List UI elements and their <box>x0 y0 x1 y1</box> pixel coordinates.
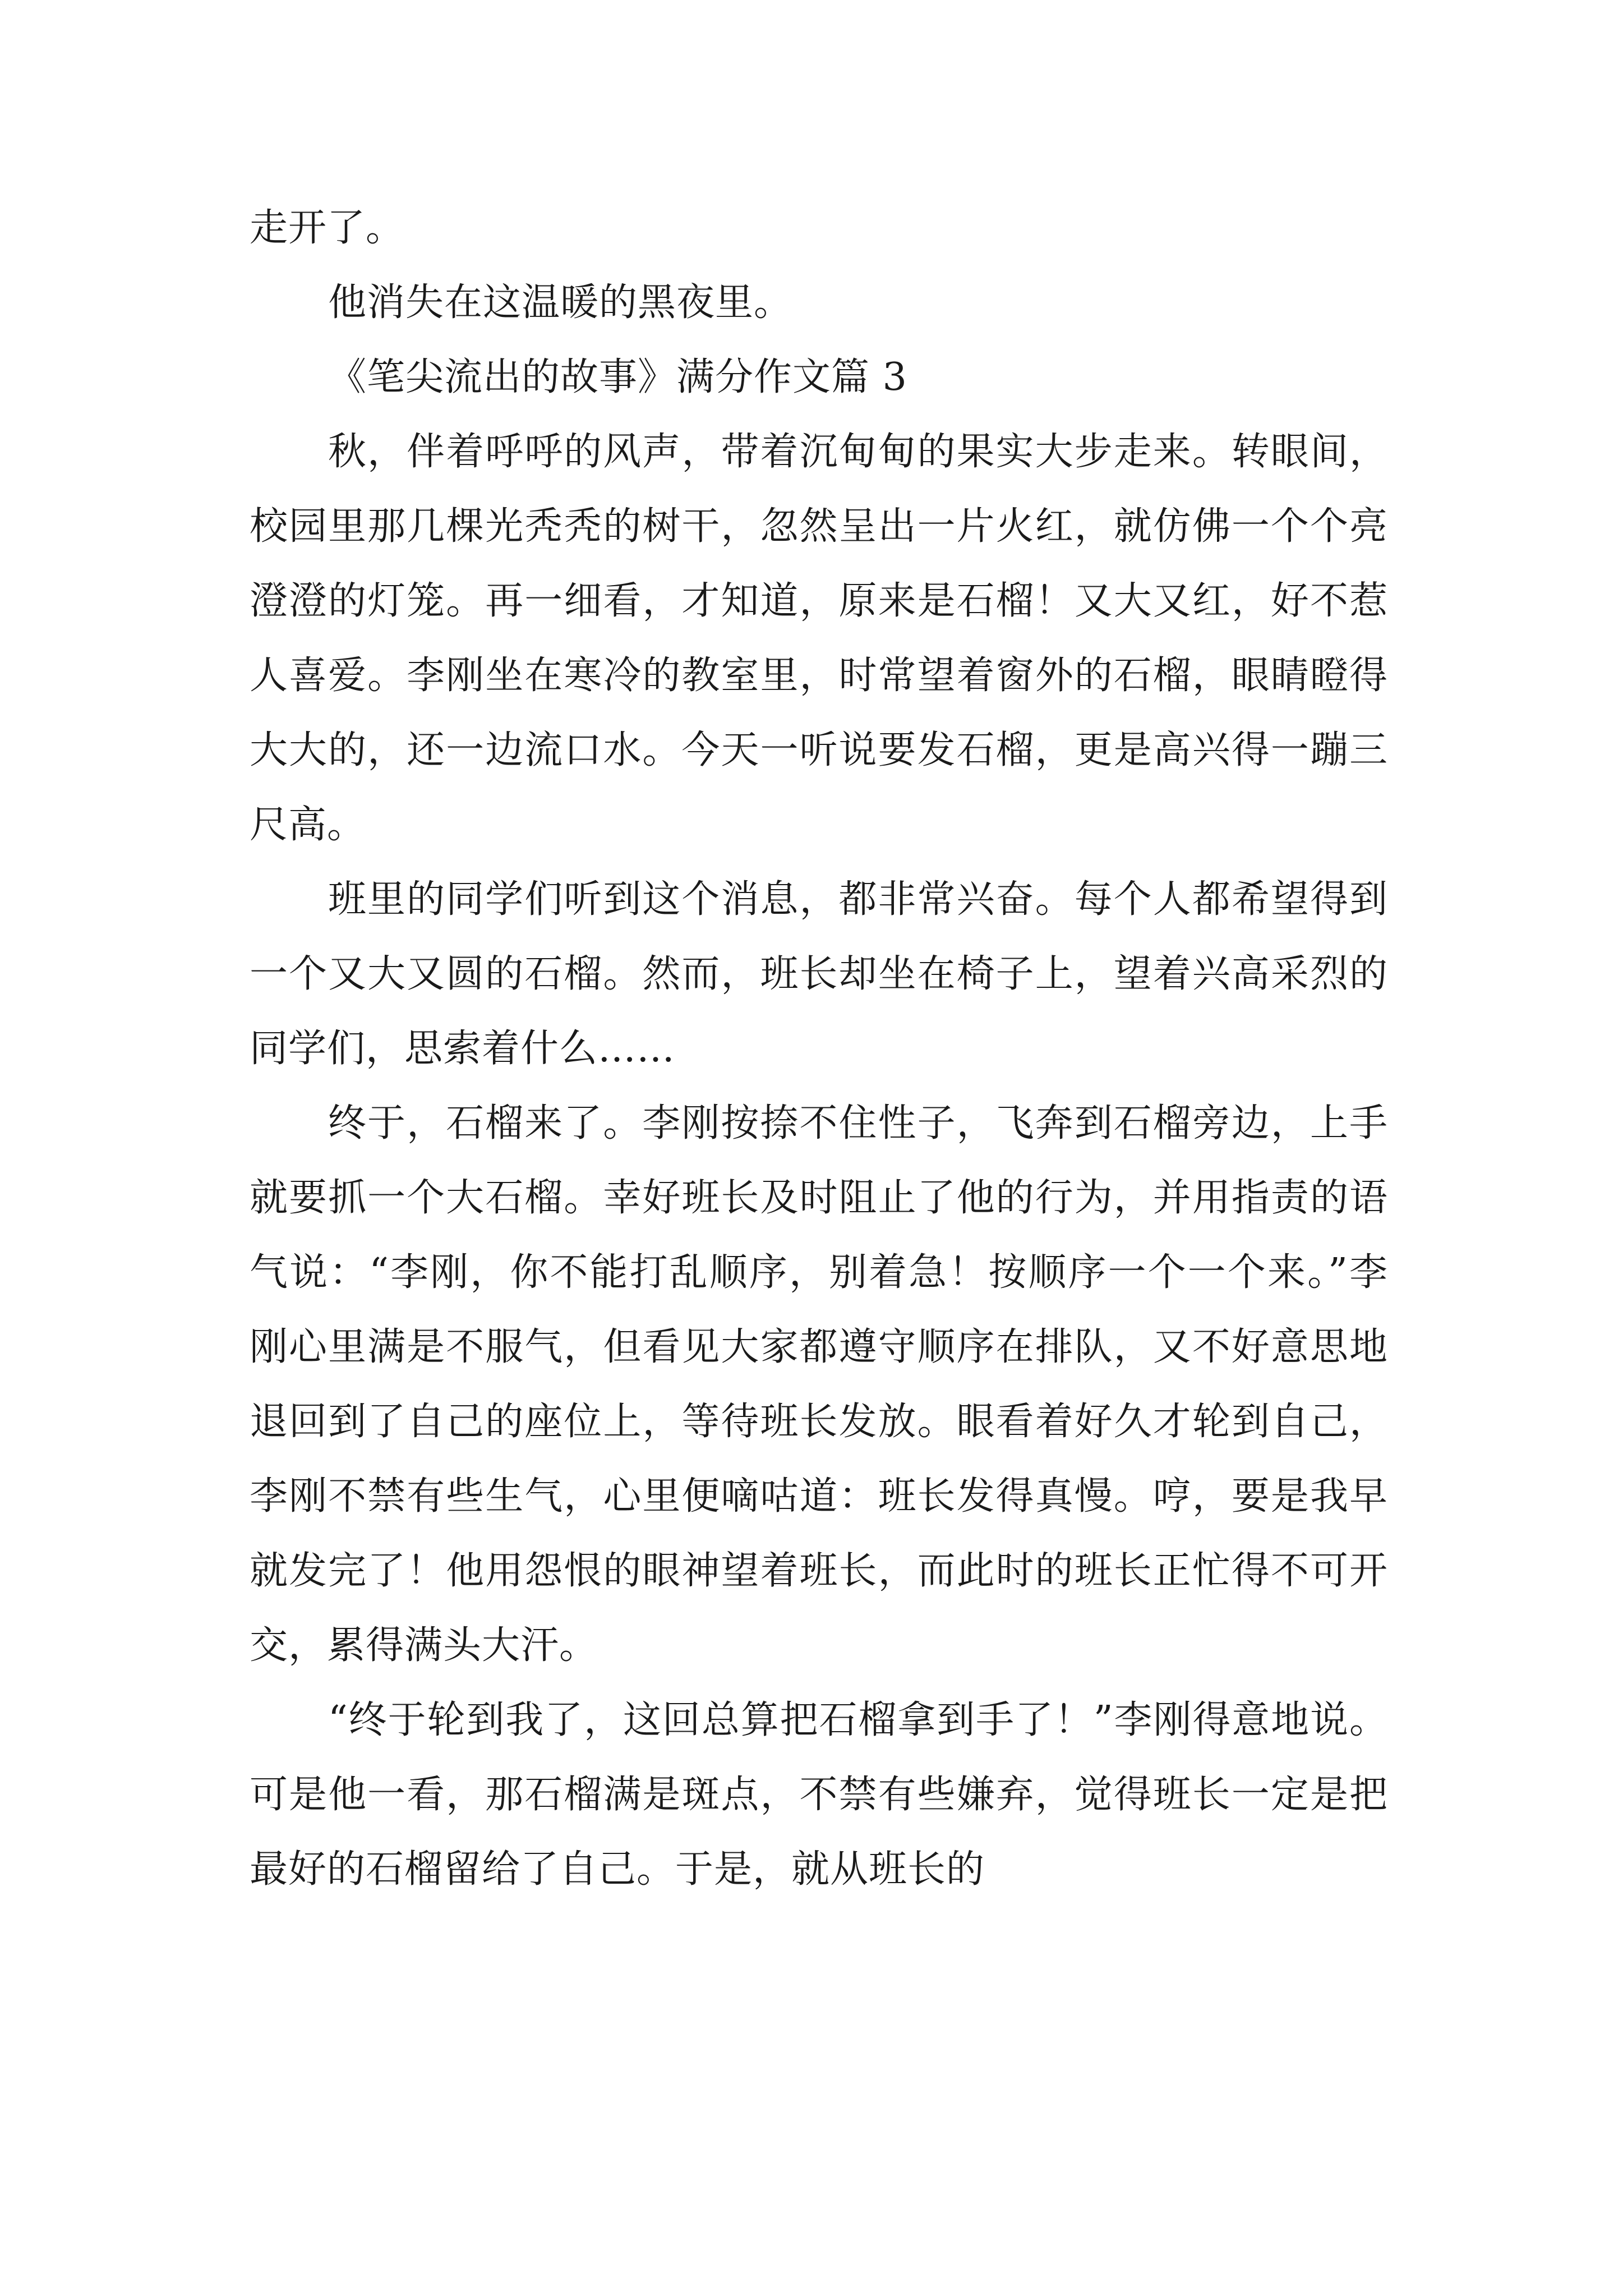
paragraph-pomegranate-arrives: 终于，石榴来了。李刚按捺不住性子，飞奔到石榴旁边，上手就要抓一个大石榴。幸好班长及时阻止了他的行为，并用指责的语气说：“李刚，你不能打乱顺序，别着急！按顺序一个一个来。”李刚心里满是不服气，但看见大家都遵守顺序在排队，又不好意思地退回到了自己的座位上，等待班长发放。眼看着好久才轮到自己，李刚不禁有些生气，心里便嘀咕道：班长发得真慢。哼，要是我早就发完了！他用怨恨的眼神望着班长，而此时的班长正忙得不可开交，累得满头大汗。 <box>250 1101 1388 1668</box>
paragraph-classmates: 班里的同学们听到这个消息，都非常兴奋。每个人都希望得到一个又大又圆的石榴。然而，班长却坐在椅子上，望着兴高采烈的同学们，思索着什么…… <box>250 877 1388 1071</box>
paragraph-disappear: 他消失在这温暖的黑夜里。 <box>328 280 793 325</box>
paragraph-autumn: 秋，伴着呼呼的风声，带着沉甸甸的果实大步走来。转眼间，校园里那几棵光秃秃的树干，忽然呈出一片火红，就仿佛一个个亮澄澄的灯笼。再一细看，才知道，原来是石榴！又大又红，好不惹人喜爱。李刚坐在寒冷的教室里，时常望着窗外的石榴，眼睛瞪得大大的，还一边流口水。今天一听说要发石榴，更是高兴得一蹦三尺高。 <box>250 430 1388 847</box>
section-heading: 《笔尖流出的故事》满分作文篇 3 <box>328 355 907 399</box>
paragraph-my-turn: “终于轮到我了，这回总算把石榴拿到手了！”李刚得意地说。可是他一看，那石榴满是斑点，不禁有些嫌弃，觉得班长一定是把最好的石榴留给了自己。于是，就从班长的 <box>250 1698 1388 1892</box>
article-body <box>250 191 1388 1907</box>
paragraph-ending: 走开了。 <box>250 206 405 250</box>
